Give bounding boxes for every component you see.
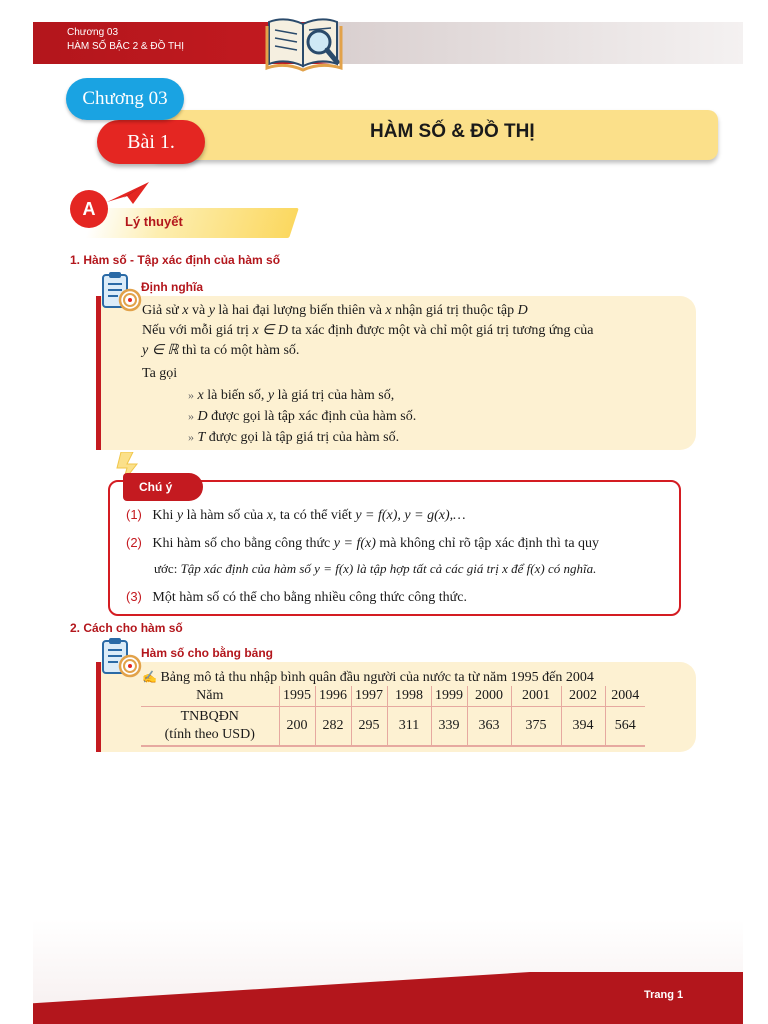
- note-item-2-cont: ước: Tập xác định của hàm số y = f(x) là tập hợp tất cả các giá trị x để f(x) có nghĩa.: [154, 561, 597, 576]
- year-cell: 2001: [511, 686, 561, 706]
- table-row: [141, 686, 645, 706]
- checklist-target-icon: [100, 272, 144, 312]
- chapter-badge: Chương 03: [66, 78, 184, 120]
- table-intro: ✍ Bảng mô tả thu nhập bình quân đầu người của nước ta từ năm 1995 đến 2004: [142, 670, 594, 685]
- definition-bullet-3: » T được gọi là tập giá trị của hàm số.: [188, 430, 400, 445]
- book-magnifier-icon: [265, 8, 343, 72]
- header-text: [67, 26, 184, 54]
- note-item-2: (2) Khi hàm số cho bằng công thức y = f(x) mà không chỉ rõ tập xác định thì ta quy: [126, 535, 600, 551]
- lesson-title: HÀM SỐ & ĐỒ THỊ: [370, 121, 535, 142]
- value-cell: 311: [387, 706, 431, 746]
- header-chapter-title: HÀM SỐ BẬC 2 & ĐỒ THỊ: [67, 41, 185, 52]
- value-cell: 339: [431, 706, 467, 746]
- header-band: [33, 22, 743, 64]
- value-cell: 282: [315, 706, 351, 746]
- value-cell: 394: [561, 706, 605, 746]
- value-cell: 200: [279, 706, 315, 746]
- note-label: Chú ý: [123, 473, 203, 501]
- year-cell: 1998: [387, 686, 431, 706]
- year-cell: 2004: [605, 686, 645, 706]
- year-cell: 2000: [467, 686, 511, 706]
- section-a-label: Lý thuyết: [125, 214, 183, 229]
- header-chapter: Chương 03: [67, 27, 119, 38]
- page-number: Trang 1: [644, 989, 684, 1001]
- year-cell: 2002: [561, 686, 605, 706]
- definition-bullet-1: » x là biến số, y là giá trị của hàm số,: [188, 388, 395, 403]
- note-item-3: (3) Một hàm số có thể cho bằng nhiều công thức công thức.: [126, 589, 467, 605]
- ta-goi: Ta gọi: [142, 366, 178, 381]
- paper-plane-icon: [103, 178, 153, 206]
- part1-heading: 1. Hàm số - Tập xác định của hàm số: [70, 253, 281, 267]
- definition-line-3: y ∈ ℝ thì ta có một hàm số.: [142, 343, 300, 358]
- section-a-badge: A: [70, 190, 108, 228]
- value-cell: 295: [351, 706, 387, 746]
- definition-line-1: Giả sử x và y là hai đại lượng biến thiên và x nhận giá trị thuộc tập D: [142, 303, 528, 318]
- pencil-icon: ✍: [142, 670, 157, 684]
- table-row: [141, 706, 645, 746]
- table-header-cell: TNBQĐN (tính theo USD): [141, 706, 279, 746]
- section-a-bar: [85, 208, 299, 238]
- year-cell: 1999: [431, 686, 467, 706]
- year-cell: 1996: [315, 686, 351, 706]
- table-box-label: Hàm số cho bằng bảng: [141, 646, 274, 660]
- note-item-1: (1) Khi y là hàm số của x, ta có thể viết y = f(x), y = g(x),…: [126, 507, 466, 523]
- income-table: [141, 686, 645, 747]
- definition-line-2: Nếu với mỗi giá trị x ∈ D ta xác định được một và chỉ một giá trị tương ứng của: [142, 323, 594, 338]
- checklist-target-icon: [100, 638, 144, 678]
- lesson-badge: Bài 1.: [97, 120, 205, 164]
- table-header-cell: Năm: [141, 686, 279, 706]
- definition-label: Định nghĩa: [141, 280, 203, 294]
- value-cell: 363: [467, 706, 511, 746]
- year-cell: 1997: [351, 686, 387, 706]
- year-cell: 1995: [279, 686, 315, 706]
- definition-bullet-2: » D được gọi là tập xác định của hàm số.: [188, 409, 417, 424]
- value-cell: 564: [605, 706, 645, 746]
- part2-heading: 2. Cách cho hàm số: [70, 621, 183, 635]
- value-cell: 375: [511, 706, 561, 746]
